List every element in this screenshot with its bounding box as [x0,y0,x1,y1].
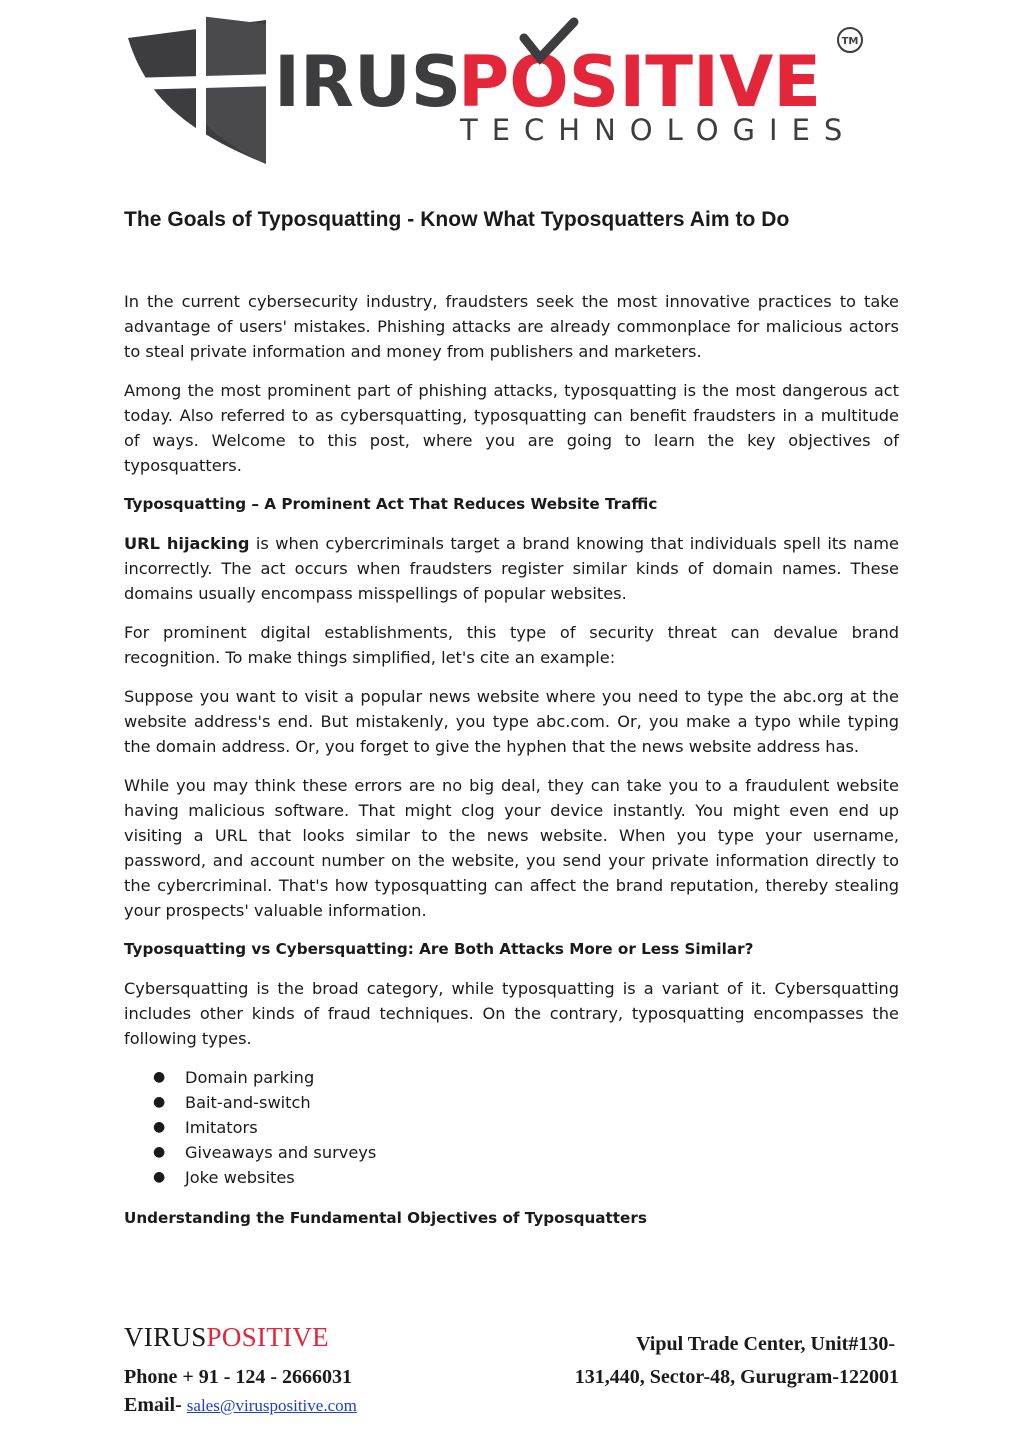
bullet-icon: ● [153,1119,166,1135]
paragraph [124,531,899,606]
footer-address-line1: Vipul Trade Center, Unit#130- [636,1333,895,1355]
paragraph: While you may think these errors are no big deal, they can take you to a fraudulent website having malicious software. That might clog your device instantly. You might even end up visiting a URL that looks similar to the news website. When you type your username, password, and account number on the website, you send your private information directly to the cybercriminal. That's how typosquatting can affect the brand reputation, thereby stealing your prospects' valuable information. [124,776,899,920]
footer-brand-red: POSITIVE [206,1322,329,1352]
paragraph: Suppose you want to visit a popular news website where you need to type the abc.org at the website address's end. But mistakenly, you type abc.com. Or, you make a typo while typing the domain address. Or, you forget to give the hyphen that the news website address has. [124,687,899,756]
footer-brand [124,1322,329,1353]
bullet-icon: ● [153,1069,166,1085]
trademark-symbol: TM [841,36,859,47]
bullet-icon: ● [153,1169,166,1185]
bold-term: URL hijacking [124,534,250,553]
paragraph-text: is when cybercriminals target a brand knowing that individuals spell its name incorrectly. The act occurs when fraudsters register similar kinds of domain names. These domains usually encompass misspellings of popular websites. [124,534,899,603]
page-title: The Goals of Typosquatting - Know What Typosquatters Aim to Do [124,208,790,231]
logo-subtitle: TECHNOLOGIES [460,113,857,147]
list-item [153,1115,899,1140]
viruspositive-logo [128,14,868,170]
article-body [124,289,899,1245]
list-item-text: Imitators [185,1118,258,1137]
bullet-icon: ● [153,1144,166,1160]
logo-text-red: POSITIVE [458,41,822,123]
email-link[interactable]: sales@viruspositive.com [186,1396,357,1415]
email-label: Email- [124,1394,187,1416]
paragraph: In the current cybersecurity industry, fraudsters seek the most innovative practices to take advantage of users' mistakes. Phishing attacks are already commonplace for malicious actors to steal private information and money from publishers and marketers. [124,292,899,361]
section-heading: Understanding the Fundamental Objectives of Typosquatters [124,1209,647,1227]
list-item-text: Joke websites [185,1168,295,1187]
paragraph: Cybersquatting is the broad category, while typosquatting is a variant of it. Cybersquatting includes other kinds of fraud techniques. On the contrary, typosquatting encompasses the following types. [124,979,899,1048]
section-heading: Typosquatting vs Cybersquatting: Are Both Attacks More or Less Similar? [124,940,754,958]
list-item-text: Bait-and-switch [185,1093,311,1112]
list-item [153,1165,899,1190]
list-item [153,1090,899,1115]
list-item-text: Domain parking [185,1068,315,1087]
page-footer [124,1322,899,1432]
paragraph: For prominent digital establishments, this type of security threat can devalue brand recognition. To make things simplified, let's cite an example: [124,623,899,667]
section-heading: Typosquatting – A Prominent Act That Reduces Website Traffic [124,495,658,513]
logo-text-dark: IRUS [274,41,462,123]
bullet-icon: ● [153,1094,166,1110]
list-item [153,1065,899,1090]
footer-email [124,1394,357,1417]
list-item-text: Giveaways and surveys [185,1143,377,1162]
types-list [124,1065,899,1190]
footer-brand-dark: VIRUS [124,1322,207,1352]
list-item [153,1140,899,1165]
footer-address-line2: 131,440, Sector-48, Gurugram-122001 [574,1366,899,1388]
footer-phone: Phone + 91 - 124 - 2666031 [124,1366,353,1388]
paragraph: Among the most prominent part of phishing attacks, typosquatting is the most dangerous act today. Also referred to as cybersquatting, typosquatting can benefit fraudsters in a multitude of ways. Welcome to this post, where you are going to learn the key objectives of typosquatters. [124,381,899,475]
